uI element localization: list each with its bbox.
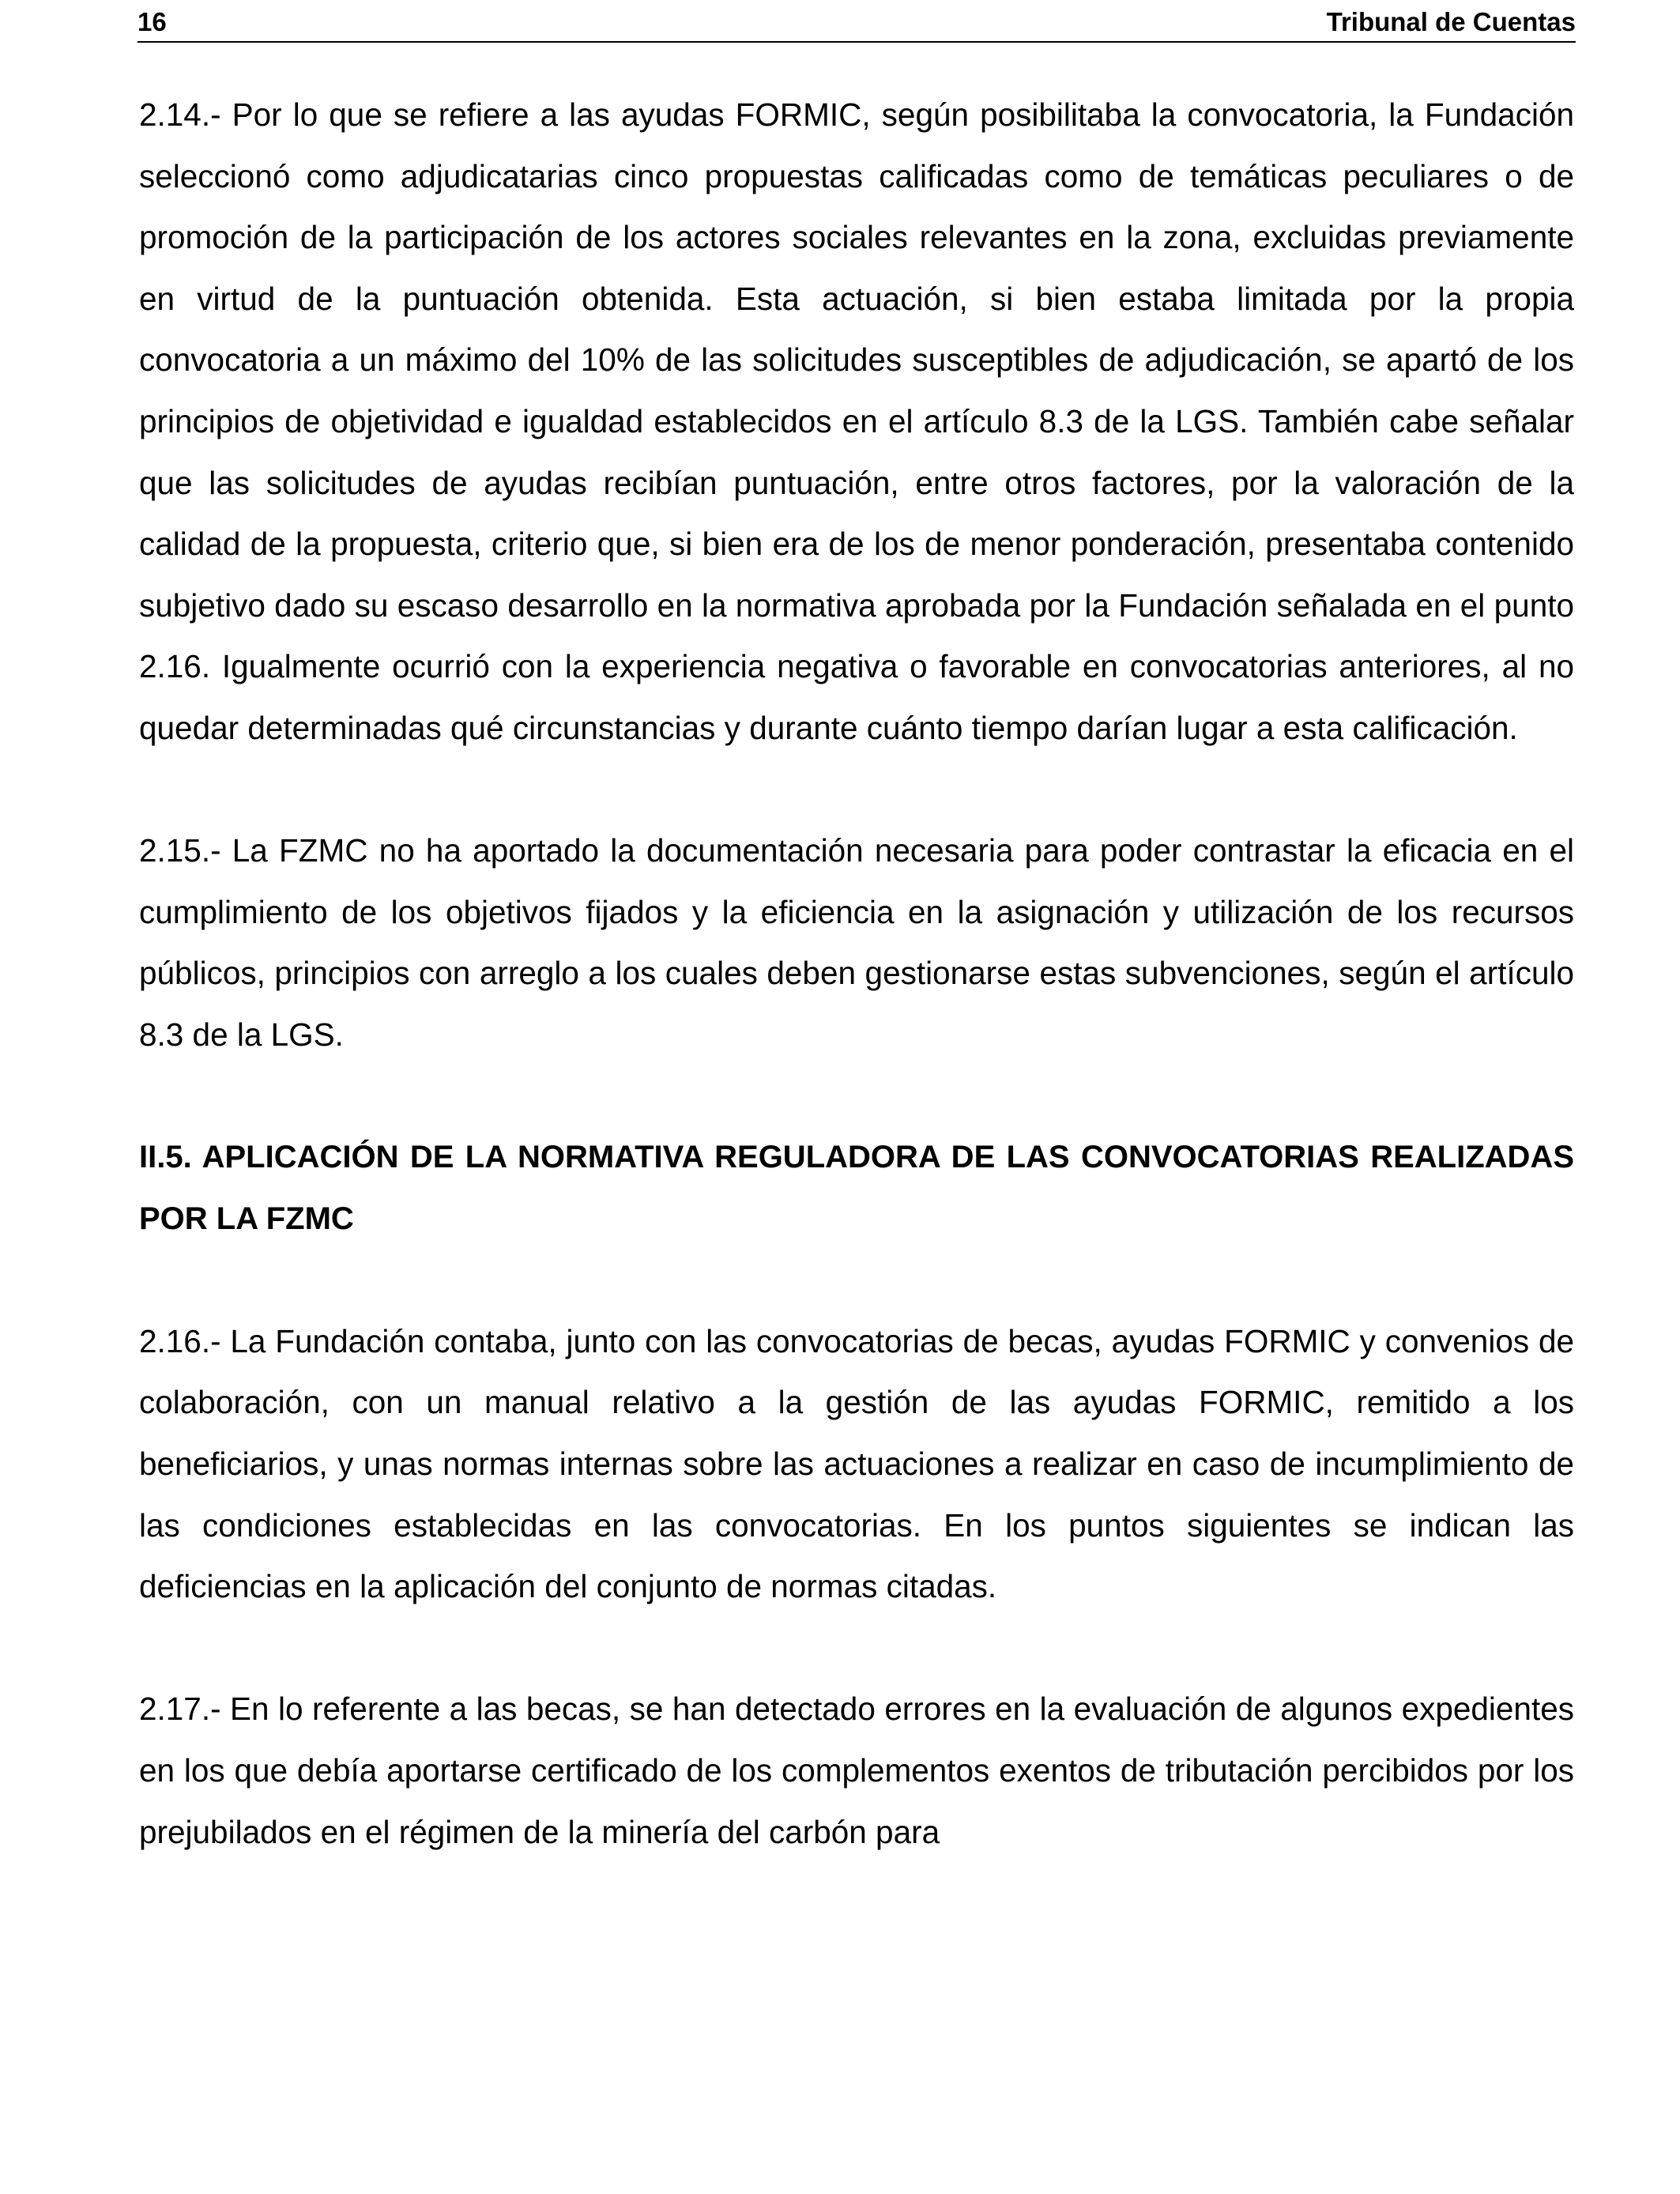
paragraph-spacer xyxy=(139,1250,1574,1311)
paragraph-2-17: 2.17.- En lo referente a las becas, se han detectado errores en la evaluación de algunos expedientes en los que debía aportarse certificado de los complementos exentos de tributación percibidos por los prejubilados en el régimen de la minería del carbón para xyxy=(139,1691,1574,1850)
paragraph-2-14: 2.14.- Por lo que se refiere a las ayudas FORMIC, según posibilitaba la convocatoria, la Fundación seleccionó como adjudicatarias cinco propuestas calificadas como de temáticas peculiares o de promoción de la participación de los actores sociales relevantes en la zona, excluidas previamente en virtud de la puntuación obtenida. Esta actuación, si bien estaba limitada por la propia convocatoria a un máximo del 10% de las solicitudes susceptibles de adjudicación, se apartó de los principios de objetividad e igualdad establecidos en el artículo 8.3 de la LGS. También cabe señalar que las solicitudes de ayudas recibían puntuación, entre otros factores, por la valoración de la calidad de la propuesta, criterio que, si bien era de los de menor ponderación, presentaba contenido subjetivo dado su escaso desarrollo en la normativa aprobada por la Fundación señalada en el punto 2.16. Igualmente ocurrió con la experiencia negativa o favorable en convocatorias anteriores, al no quedar determinadas qué circunstancias y durante cuánto tiempo darían lugar a esta calificación. xyxy=(139,96,1574,746)
paragraph-spacer xyxy=(139,760,1574,821)
running-title: Tribunal de Cuentas xyxy=(1326,7,1576,36)
page-body xyxy=(139,85,1574,1863)
paragraph-2-16: 2.16.- La Fundación contaba, junto con las convocatorias de becas, ayudas FORMIC y convenios de colaboración, con un manual relativo a la gestión de las ayudas FORMIC, remitido a los beneficiarios, y unas normas internas sobre las actuaciones a realizar en caso de incumplimiento de las condiciones establecidas en las convocatorias. En los puntos siguientes se indican las deficiencias en la aplicación del conjunto de normas citadas. xyxy=(139,1322,1574,1605)
paragraph-spacer xyxy=(139,1066,1574,1128)
page-header xyxy=(137,0,1576,43)
paragraph-2-15: 2.15.- La FZMC no ha aportado la documentación necesaria para poder contrastar la eficacia en el cumplimiento de los objetivos fijados y la eficiencia en la asignación y utilización de los recursos públicos, principios con arreglo a los cuales deben gestionarse estas subvenciones, según el artículo 8.3 de la LGS. xyxy=(139,832,1574,1053)
paragraph-spacer xyxy=(139,1618,1574,1679)
page-number: 16 xyxy=(137,7,167,36)
section-heading-ii-5: II.5. APLICACIÓN DE LA NORMATIVA REGULADORA DE LAS CONVOCATORIAS REALIZADAS POR LA FZMC xyxy=(139,1140,1574,1236)
